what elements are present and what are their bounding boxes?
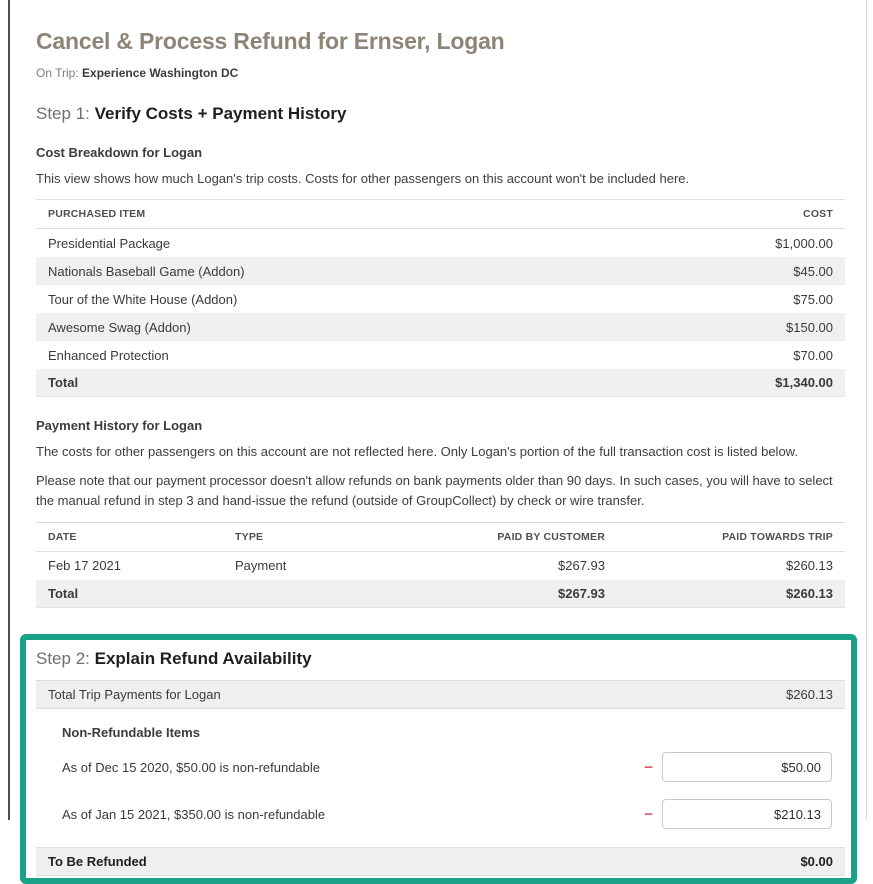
minus-icon: − xyxy=(644,758,653,776)
total-paid-by-customer: $267.93 xyxy=(558,585,605,601)
total-paid-towards-trip: $260.13 xyxy=(786,585,833,601)
row-cost: $45.00 xyxy=(793,263,833,279)
step1-heading xyxy=(36,104,845,124)
to-be-refunded-amount: $0.00 xyxy=(800,853,833,869)
cost-breakdown-heading: Cost Breakdown for Logan xyxy=(36,145,203,160)
col-purchased-item: PURCHASED ITEM xyxy=(48,208,146,221)
step2-title: Explain Refund Availability xyxy=(94,648,312,668)
minus-icon: − xyxy=(644,805,653,823)
payment-history-table xyxy=(36,522,845,608)
col-cost: COST xyxy=(803,208,833,221)
non-refundable-item-label: As of Dec 15 2020, $50.00 is non-refundable xyxy=(62,759,321,775)
total-label: Total xyxy=(48,585,79,601)
non-refundable-item-row xyxy=(36,748,845,787)
col-type: TYPE xyxy=(235,530,264,543)
non-refundable-amount-input[interactable] xyxy=(662,799,832,829)
page-title: Cancel & Process Refund for Ernser, Logan xyxy=(36,28,505,54)
row-item: Nationals Baseball Game (Addon) xyxy=(48,263,245,279)
row-item: Enhanced Protection xyxy=(48,347,169,363)
payment-table-header xyxy=(36,522,845,552)
row-cost: $75.00 xyxy=(793,291,833,307)
col-paid-by-customer: PAID BY CUSTOMER xyxy=(497,530,605,543)
table-row xyxy=(36,257,845,285)
row-item: Tour of the White House (Addon) xyxy=(48,291,238,307)
on-trip-line xyxy=(36,66,845,80)
payment-date: Feb 17 2021 xyxy=(48,558,122,574)
payment-history-heading: Payment History for Logan xyxy=(36,418,203,434)
trip-name: Experience Washington DC xyxy=(82,66,239,80)
non-refundable-amount-input[interactable] xyxy=(662,752,832,782)
row-item: Awesome Swag (Addon) xyxy=(48,319,191,335)
window-left-border xyxy=(8,0,10,820)
payment-row xyxy=(36,552,845,580)
total-trip-payments-label: Total Trip Payments for Logan xyxy=(48,686,221,702)
row-cost: $150.00 xyxy=(786,319,833,335)
step1-prefix: Step 1: xyxy=(36,104,90,123)
table-row xyxy=(36,313,845,341)
table-row xyxy=(36,285,845,313)
step2-prefix: Step 2: xyxy=(36,648,90,668)
on-trip-label: On Trip: xyxy=(36,66,79,80)
page-right-border xyxy=(866,0,867,820)
cost-total-row xyxy=(36,369,845,397)
total-label: Total xyxy=(48,375,79,391)
payment-type: Payment xyxy=(235,558,287,574)
cost-breakdown-description: This view shows how much Logan's trip costs. Costs for other passengers on this account won't be included here. xyxy=(36,171,690,186)
non-refundable-items-heading: Non-Refundable Items xyxy=(62,724,200,740)
to-be-refunded-label: To Be Refunded xyxy=(48,853,147,869)
cost-breakdown-table xyxy=(36,199,845,397)
payment-history-description-1: The costs for other passengers on this account are not reflected here. Only Logan's portion of the full transaction cost is listed below. xyxy=(36,444,798,460)
total-trip-payments-band xyxy=(36,680,845,709)
total-cost: $1,340.00 xyxy=(775,375,833,391)
col-date: DATE xyxy=(48,530,77,543)
payment-paid-by-customer: $267.93 xyxy=(558,558,605,574)
to-be-refunded-band xyxy=(36,847,845,876)
step2-heading xyxy=(36,649,851,669)
col-paid-towards-trip: PAID TOWARDS TRIP xyxy=(722,530,833,543)
row-cost: $1,000.00 xyxy=(775,235,833,251)
payment-total-row xyxy=(36,580,845,608)
step2-highlight-panel xyxy=(20,634,857,884)
non-refundable-item-row xyxy=(36,795,845,834)
payment-history-description-2: Please note that our payment processor doesn't allow refunds on bank payments older than 90 days. In such cases, you will have to select the manual refund in step 3 and hand-issue the refund (outside of GroupCollect) by check or wire transfer. xyxy=(36,473,833,509)
non-refundable-item-label: As of Jan 15 2021, $350.00 is non-refundable xyxy=(62,806,326,822)
row-item: Presidential Package xyxy=(48,235,171,251)
payment-paid-towards-trip: $260.13 xyxy=(786,558,833,574)
step1-title: Verify Costs + Payment History xyxy=(94,104,347,123)
table-row xyxy=(36,229,845,257)
table-row xyxy=(36,341,845,369)
cost-table-header xyxy=(36,199,845,229)
total-trip-payments-amount: $260.13 xyxy=(786,686,833,702)
row-cost: $70.00 xyxy=(793,347,833,363)
